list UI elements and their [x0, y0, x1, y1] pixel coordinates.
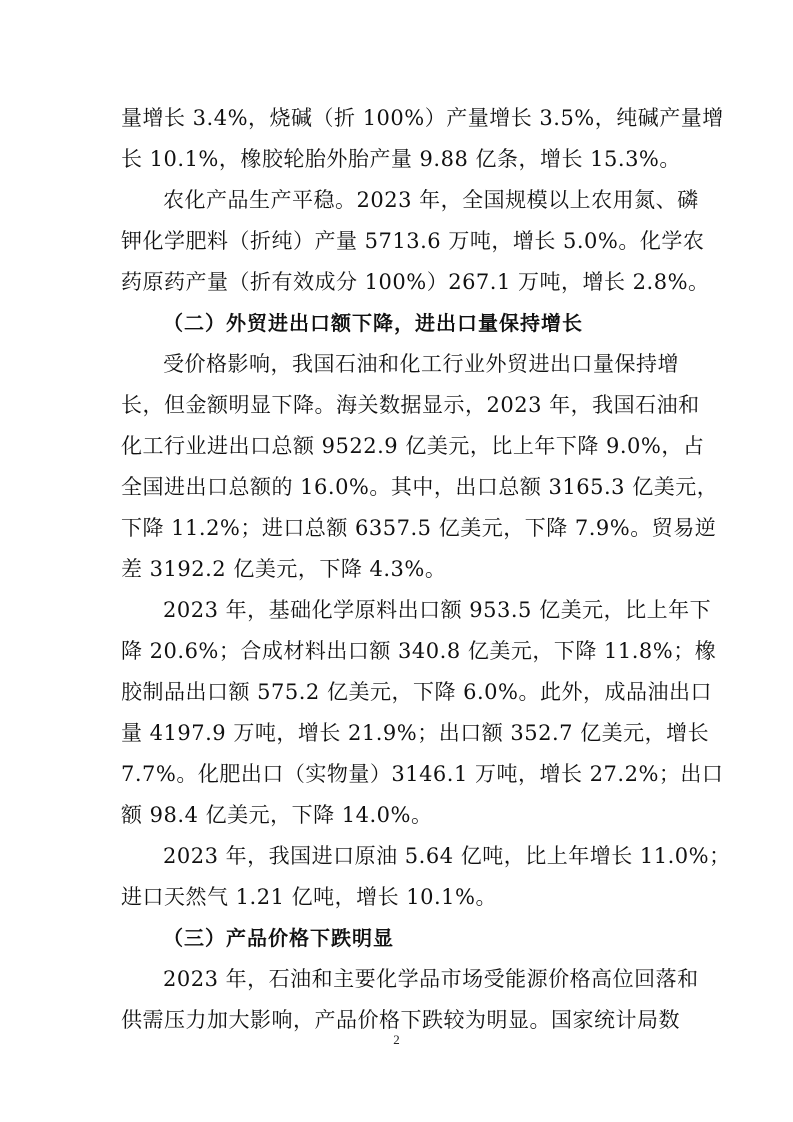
text-line: 降 20.6%；合成材料出口额 340.8 亿美元，下降 11.8%；橡 — [121, 639, 717, 663]
page-number: 2 — [393, 1032, 400, 1047]
text-line: 药原药产量（折有效成分 100%）267.1 万吨，增长 2.8%。 — [121, 270, 710, 294]
text-line: 量 4197.9 万吨，增长 21.9%；出口额 352.7 亿美元，增长 — [121, 721, 710, 745]
text-line: 2023 年，我国进口原油 5.64 亿吨，比上年增长 11.0%； — [163, 844, 731, 868]
text-line: 下降 11.2%；进口总额 6357.5 亿美元，下降 7.9%。贸易逆 — [121, 516, 717, 540]
text-line: 量增长 3.4%，烧碱（折 100%）产量增长 3.5%，纯碱产量增 — [121, 106, 724, 130]
text-line: 受价格影响，我国石油和化工行业外贸进出口量保持增 — [163, 352, 679, 376]
text-line: 长 10.1%，橡胶轮胎外胎产量 9.88 亿条，增长 15.3%。 — [121, 147, 681, 171]
text-line: 进口天然气 1.21 亿吨，增长 10.1%。 — [121, 885, 497, 909]
text-line: 差 3192.2 亿美元，下降 4.3%。 — [121, 557, 447, 581]
text-line: 钾化学肥料（折纯）产量 5713.6 万吨，增长 5.0%。化学农 — [121, 229, 705, 253]
text-line: 胶制品出口额 575.2 亿美元，下降 6.0%。此外，成品油出口 — [121, 680, 712, 704]
section-heading: （二）外贸进出口额下降，进出口量保持增长 — [163, 311, 583, 335]
section-heading: （三）产品价格下跌明显 — [163, 926, 394, 950]
text-line: 额 98.4 亿美元，下降 14.0%。 — [121, 803, 433, 827]
text-line: 农化产品生产平稳。2023 年，全国规模以上农用氮、磷 — [163, 188, 699, 212]
text-line: 全国进出口总额的 16.0%。其中，出口总额 3165.3 亿美元， — [121, 475, 719, 499]
text-line: 2023 年，基础化学原料出口额 953.5 亿美元，比上年下 — [163, 598, 712, 622]
text-line: 供需压力加大影响，产品价格下跌较为明显。国家统计局数 — [121, 1008, 680, 1032]
text-line: 2023 年，石油和主要化学品市场受能源价格高位回落和 — [163, 967, 699, 991]
text-line: 长，但金额明显下降。海关数据显示，2023 年，我国石油和 — [121, 393, 700, 417]
text-line: 化工行业进出口总额 9522.9 亿美元，比上年下降 9.0%，占 — [121, 434, 705, 458]
text-line: 7.7%。化肥出口（实物量）3146.1 万吨，增长 27.2%；出口 — [121, 762, 724, 786]
